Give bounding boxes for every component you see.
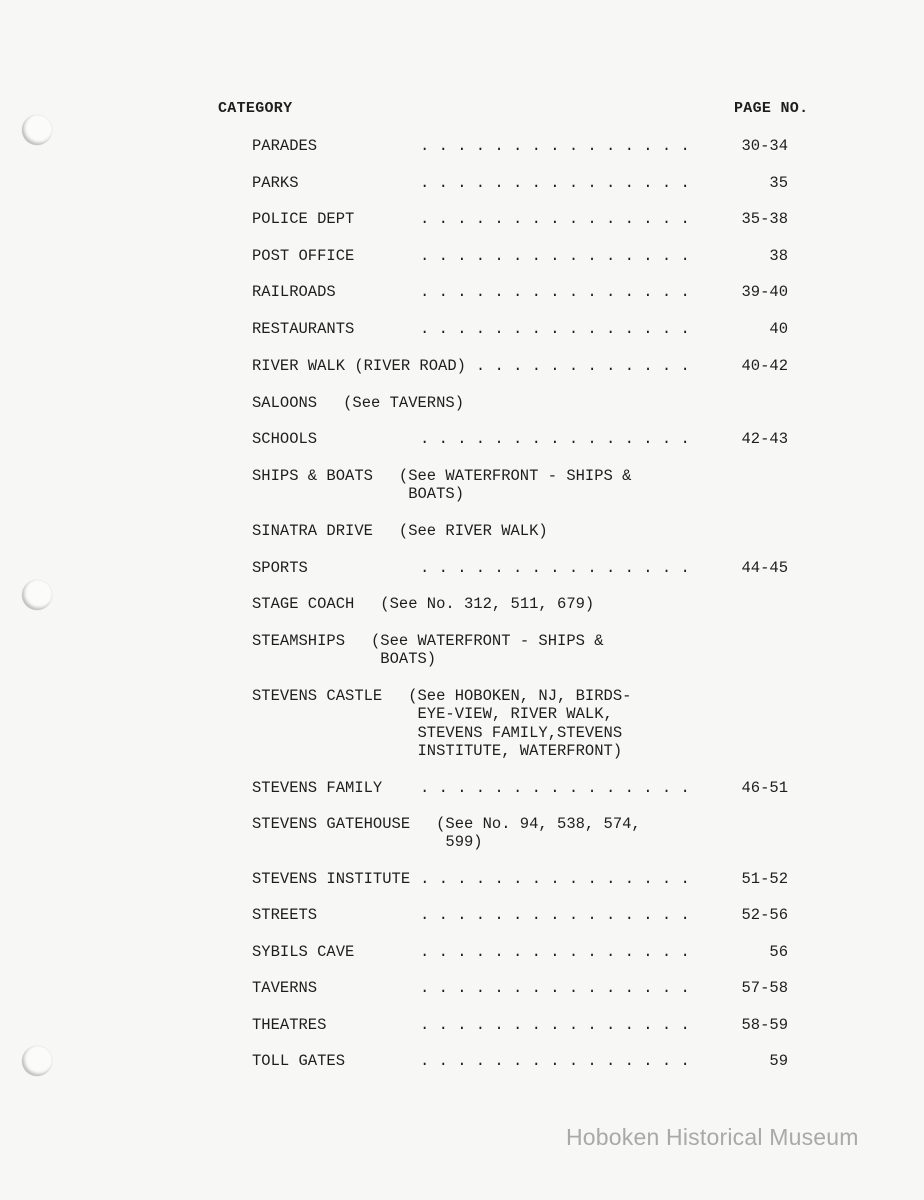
category-heading: CATEGORY [218, 100, 293, 117]
entry-label: SHIPS & BOATS [252, 467, 373, 485]
dot-leader: . . . . . . . . . . . . . . . [420, 210, 690, 228]
note-line: STEVENS FAMILY,STEVENS [417, 723, 623, 742]
page-number: 58-59 [741, 1016, 788, 1034]
see-also-note [380, 595, 594, 613]
entry-label: SINATRA DRIVE [252, 522, 373, 540]
entry-label: STEAMSHIPS [252, 632, 346, 650]
note-line: (See RIVER WALK) [398, 522, 548, 540]
note-line: INSTITUTE, WATERFRONT) [417, 741, 623, 760]
note-line: BOATS) [408, 485, 464, 504]
binder-hole [22, 1046, 52, 1076]
entry-label: STEVENS INSTITUTE [252, 870, 411, 888]
binder-hole [22, 115, 52, 145]
dot-leader: . . . . . . . . . . . . . . . [420, 283, 690, 301]
entry-label: STAGE COACH [252, 595, 355, 613]
dot-leader: . . . . . . . . . . . . . . . [420, 430, 690, 448]
entry-label: STEVENS CASTLE [252, 687, 383, 705]
see-also-note [436, 815, 641, 852]
dot-leader: . . . . . . . . . . . . . . . [420, 247, 690, 265]
see-also-note [399, 522, 548, 540]
dot-leader: . . . . . . . . . . . . . . . [420, 943, 690, 961]
note-line: BOATS) [380, 650, 437, 669]
page-number: 42-43 [741, 430, 788, 448]
binder-hole [22, 580, 52, 610]
entry-label: STEVENS FAMILY [252, 779, 383, 797]
dot-leader: . . . . . . . . . . . . . . . [420, 779, 690, 797]
note-line: (See TAVERNS) [343, 394, 465, 412]
see-also-note [371, 632, 604, 669]
page-number: 35 [769, 174, 788, 192]
page-number: 30-34 [741, 137, 788, 155]
entry-label: SCHOOLS [252, 430, 318, 448]
page-number: 40-42 [741, 357, 788, 375]
dot-leader: . . . . . . . . . . . . . . . [420, 1016, 690, 1034]
dot-leader: . . . . . . . . . . . . . . . [420, 559, 690, 577]
entry-label: TOLL GATES [252, 1052, 346, 1070]
note-line: (See WATERFRONT - SHIPS & [371, 632, 604, 650]
page-number: 46-51 [741, 779, 788, 797]
entry-label: THEATRES [252, 1016, 327, 1034]
dot-leader: . . . . . . . . . . . . . . . [420, 320, 690, 338]
page-number-heading: PAGE NO. [734, 100, 809, 117]
note-line: 599) [445, 833, 483, 852]
entry-label: POST OFFICE [252, 247, 355, 265]
dot-leader: . . . . . . . . . . . . [475, 357, 690, 375]
see-also-note [408, 687, 631, 760]
dot-leader: . . . . . . . . . . . . . . . [420, 906, 690, 924]
museum-watermark: Hoboken Historical Museum [566, 1124, 859, 1150]
note-line: (See No. 94, 538, 574, [436, 815, 641, 833]
note-line: (See WATERFRONT - SHIPS & [398, 467, 632, 485]
entry-label: RIVER WALK (RIVER ROAD) [252, 357, 466, 375]
entry-label: SALOONS [252, 394, 318, 412]
entry-label: SYBILS CAVE [252, 943, 355, 961]
entry-label: STEVENS GATEHOUSE [252, 815, 411, 833]
entry-label: RAILROADS [252, 283, 336, 301]
dot-leader: . . . . . . . . . . . . . . . [420, 979, 690, 997]
page-number: 51-52 [741, 870, 788, 888]
page-number: 57-58 [741, 979, 788, 997]
page-number: 59 [769, 1052, 788, 1070]
entry-label: PARKS [252, 174, 299, 192]
dot-leader: . . . . . . . . . . . . . . . [420, 137, 690, 155]
page-number: 44-45 [741, 559, 788, 577]
note-line: (See No. 312, 511, 679) [380, 595, 595, 613]
page-number: 52-56 [741, 906, 788, 924]
entry-label: TAVERNS [252, 979, 318, 997]
page-number: 56 [769, 943, 788, 961]
dot-leader: . . . . . . . . . . . . . . . [420, 174, 690, 192]
see-also-note [399, 467, 632, 504]
see-also-note [343, 394, 464, 412]
dot-leader: . . . . . . . . . . . . . . . [420, 1052, 690, 1070]
note-line: (See HOBOKEN, NJ, BIRDS- [408, 687, 632, 705]
entry-label: POLICE DEPT [252, 210, 355, 228]
page-number: 35-38 [741, 210, 788, 228]
page-number: 39-40 [741, 283, 788, 301]
entry-label: STREETS [252, 906, 318, 924]
page-number: 40 [769, 320, 788, 338]
entry-label: PARADES [252, 137, 318, 155]
note-line: EYE-VIEW, RIVER WALK, [417, 705, 613, 724]
entry-label: RESTAURANTS [252, 320, 355, 338]
entry-label: SPORTS [252, 559, 308, 577]
page-number: 38 [769, 247, 788, 265]
dot-leader: . . . . . . . . . . . . . . . [420, 870, 690, 888]
